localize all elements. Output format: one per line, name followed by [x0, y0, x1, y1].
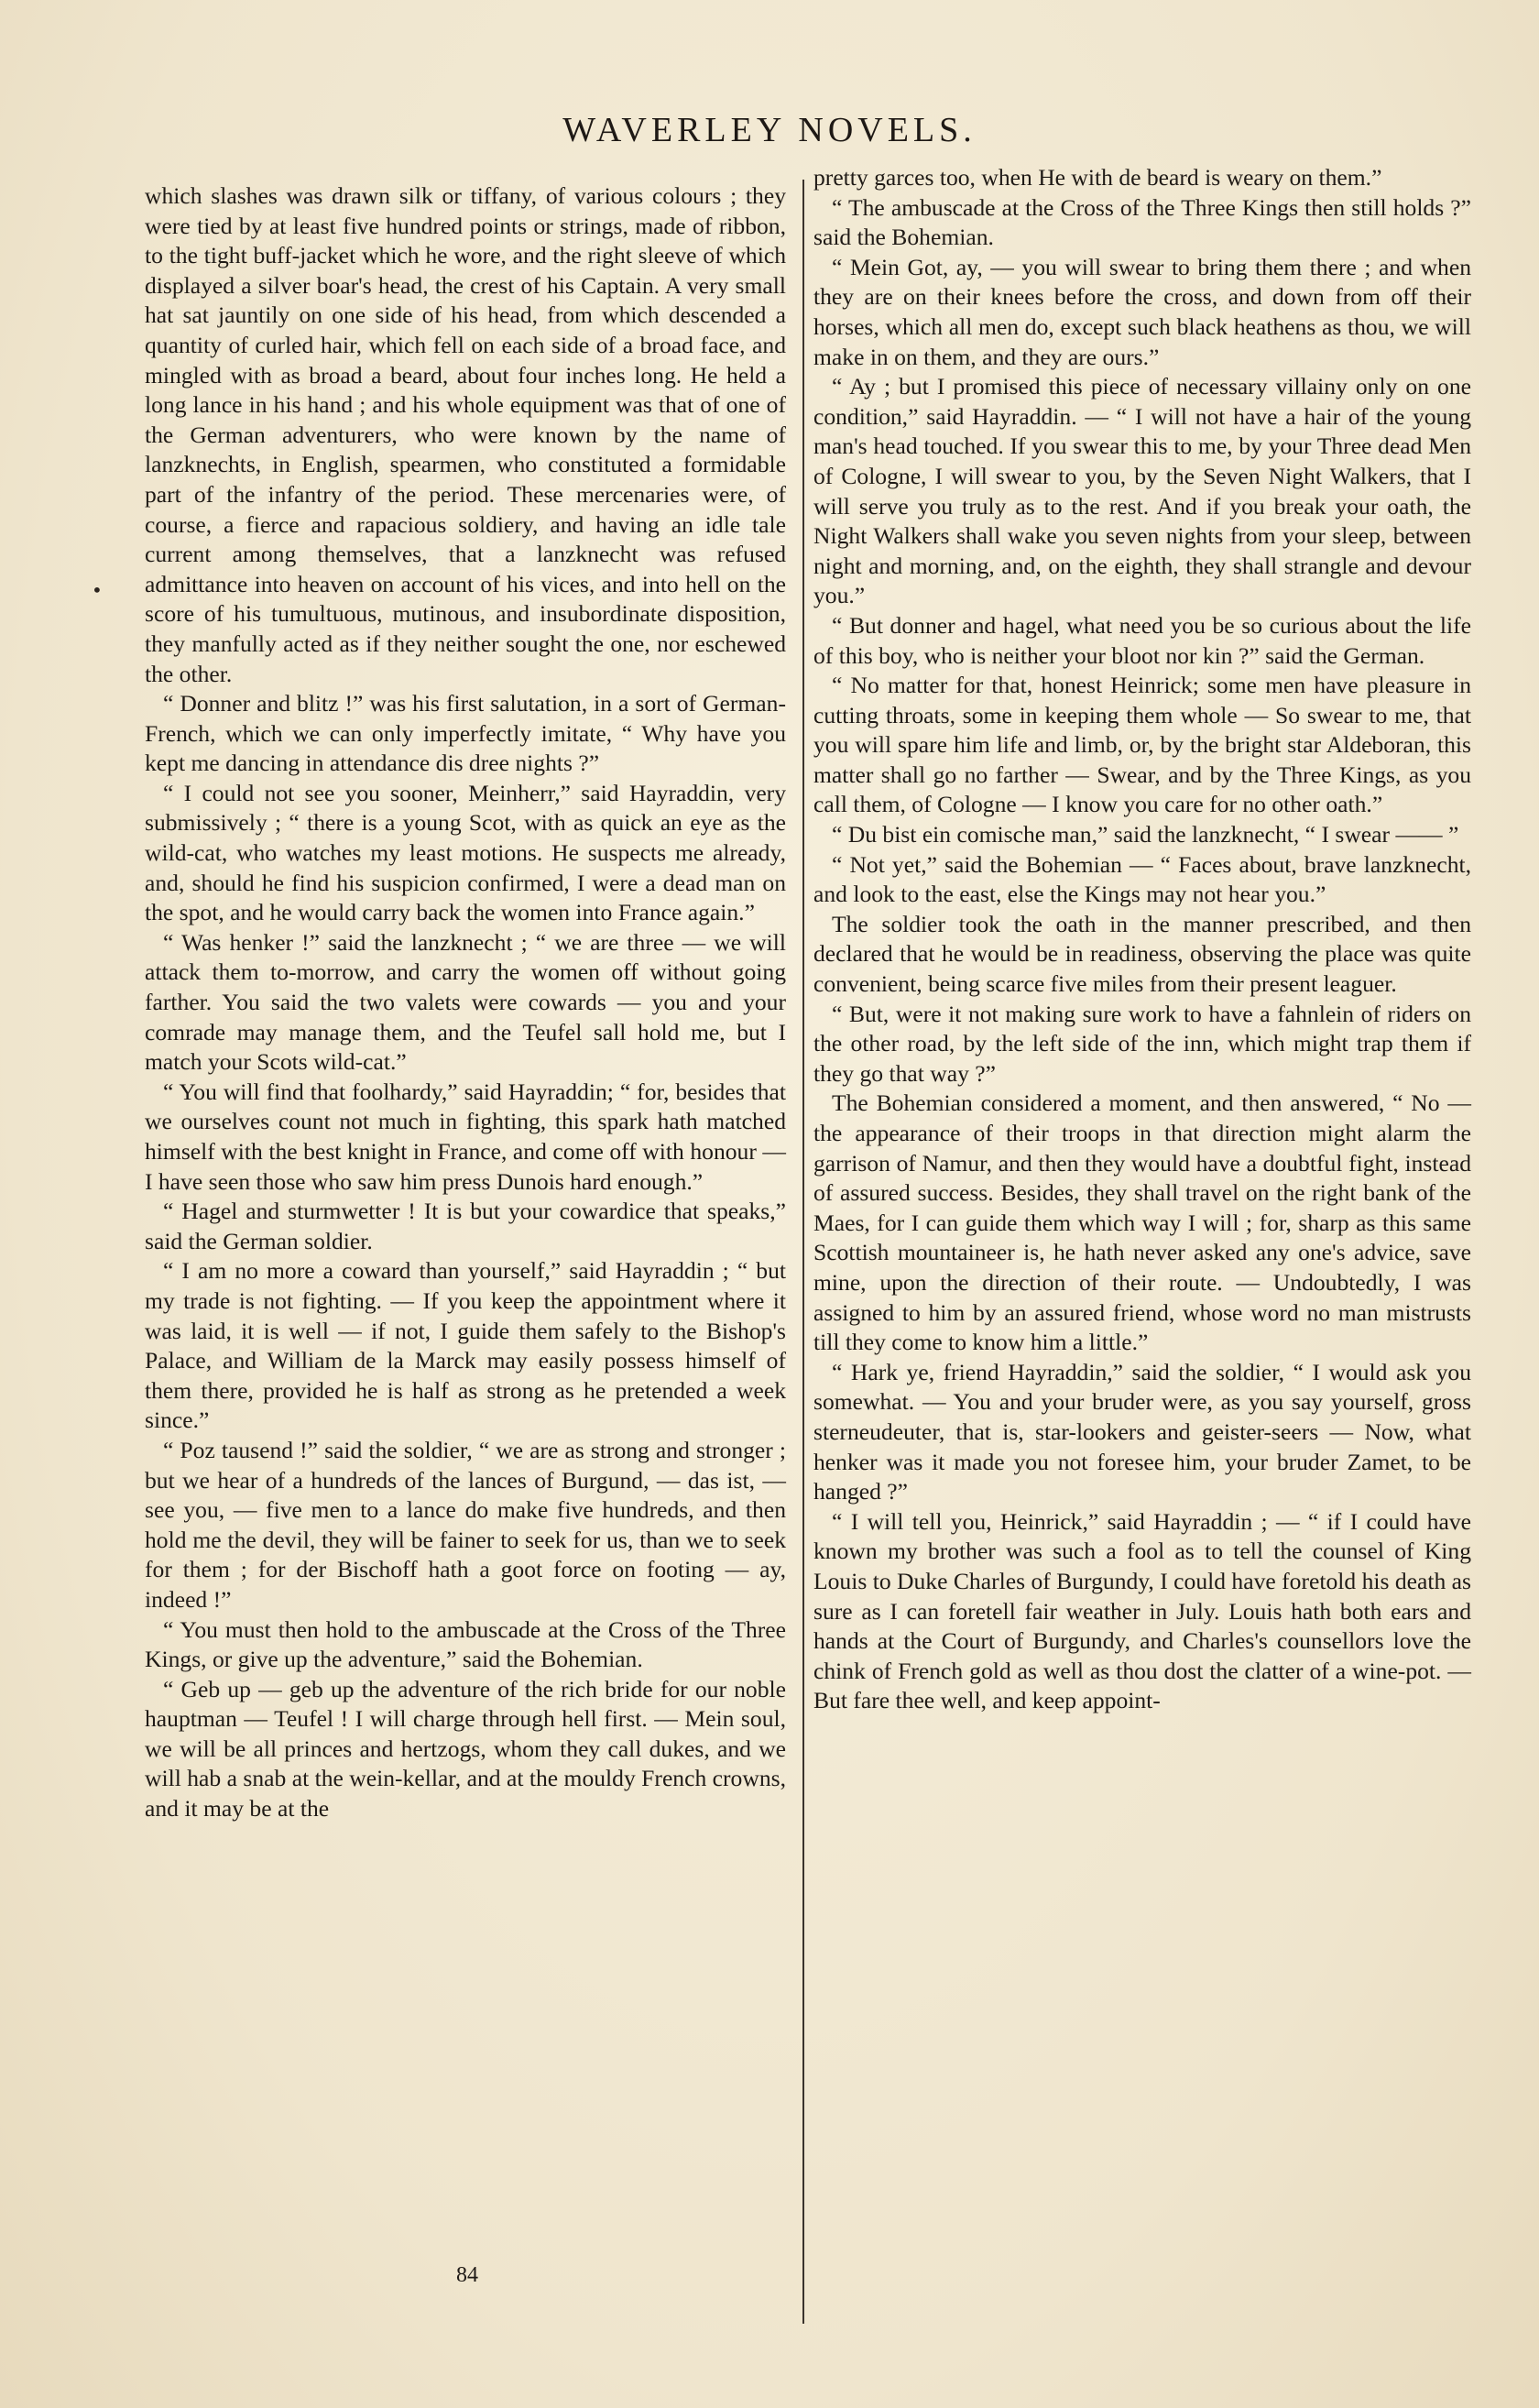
paragraph: “ You must then hold to the ambuscade at the Cross of the Three Kings, or give up the adventure,” said the Bohemian. [145, 1615, 786, 1673]
column-divider [802, 180, 804, 2324]
paragraph: “ But donner and hagel, what need you be so curious about the life of this boy, who is neither your bloot nor kin ?” said the German. [813, 611, 1471, 669]
running-header: WAVERLEY NOVELS. [562, 111, 977, 149]
paragraph: “ But, were it not making sure work to have a fahnlein of riders on the other road, by the left side of the inn, which might trap them if they go that way ?” [813, 1000, 1471, 1087]
paragraph: “ I could not see you sooner, Meinherr,” said Hayraddin, very submissively ; “ there is a young Scot, with as quick an eye as the wild-cat, who watches my least motions. He suspects me already, and, should he find his suspicion confirmed, I were a dead man on the spot, and he would carry back the women into France again.” [145, 779, 786, 926]
paragraph: “ Poz tausend !” said the soldier, “ we are as strong and stronger ; but we hear of a hundreds of the lances of Burgund, — das ist, — see you, — five men to a lance do make five hundreds, and then hold me the devil, they will be fainer to seek for us, than we to seek for them ; for der Bischoff hath a goot force on footing — ay, indeed !” [145, 1436, 786, 1613]
paragraph: pretty garces too, when He with de beard is weary on them.” [813, 164, 1382, 191]
paragraph: “ Mein Got, ay, — you will swear to bring them there ; and when they are on their knees before the cross, and down from off their horses, which all men do, except such black heathens as thou, we will make in on them, and they are ours.” [813, 253, 1471, 370]
paragraph: “ Donner and blitz !” was his first salutation, in a sort of German-French, which we can only imperfectly imitate, “ Why have you kept me dancing in attendance dis dree nights ?” [145, 690, 786, 777]
paragraph: “ I will tell you, Heinrick,” said Hayraddin ; — “ if I could have known my brother was such a fool as to tell the counsel of King Louis to Duke Charles of Burgundy, I could have foretold his death as sure as I can foretell fair weather in July. Louis hath both ears and hands at the Court of Burgundy, and Charles's counsellors love the chink of French gold as well as thou dost the clatter of a wine-pot. — But fare thee well, and keep appoint- [813, 1507, 1471, 1714]
paragraph: “ You will find that foolhardy,” said Hayraddin; “ for, besides that we ourselves count not much in fighting, this spark hath matched himself with the best knight in France, and come off with honour — I have seen those who saw him press Dunois hard enough.” [145, 1078, 786, 1195]
margin-mark: • [92, 579, 103, 601]
paragraph: “ Ay ; but I promised this piece of necessary villainy only on one condition,” said Hayraddin. — “ I will not have a hair of the young man's head touched. If you swear this to me, by your Three dead Men of Cologne, I will swear to you, by the Seven Night Walkers, that I will serve you truly as to the rest. And if you break your oath, the Night Walkers shall wake you seven nights from your sleep, between night and morning, and, on the eighth, they shall strangle and devour you.” [813, 373, 1471, 609]
paragraph: “ No matter for that, honest Heinrick; some men have pleasure in cutting throats, some in keeping them whole — So swear to me, that you will spare him life and limb, or, by the bright star Aldeboran, this matter shall go no farther — Swear, and by the Three Kings, as you call them, of Cologne — I know you care for no other oath.” [813, 672, 1471, 818]
paragraph: “ Du bist ein comische man,” said the lanzknecht, “ I swear —— ” [832, 821, 1459, 848]
paragraph: The Bohemian considered a moment, and then answered, “ No — the appearance of their troops in that direction might alarm the garrison of Namur, and then they would have a doubtful fight, instead of assured success. Besides, they shall travel on the right bank of the Maes, for I can guide them which way I will ; for, sharp as this same Scottish mountaineer is, he hath never asked any one's advice, save mine, upon the direction of their route. — Undoubtedly, I was assigned to him by an assured friend, whose word no man mistrusts till they come to know him a little.” [813, 1089, 1471, 1356]
paragraph: “ Geb up — geb up the adventure of the rich bride for our noble hauptman — Teufel ! I will charge through hell first. — Mein soul, we will be all princes and hertzogs, whom they call dukes, and we will hab a snab at the wein-kellar, and at the mouldy French crowns, and it may be at the [145, 1675, 786, 1822]
paragraph: “ Not yet,” said the Bohemian — “ Faces about, brave lanzknecht, and look to the east, else the Kings may not hear you.” [813, 850, 1471, 908]
paragraph: “ I am no more a coward than yourself,” said Hayraddin ; “ but my trade is not fighting. — If you keep the appointment where it was laid, it is well — if not, I guide them safely to the Bishop's Palace, and William de la Marck may easily possess himself of them there, provided he is half as strong as he pretended a week since.” [145, 1257, 786, 1434]
paragraph: “ Hark ye, friend Hayraddin,” said the soldier, “ I would ask you somewhat. — You and your bruder were, as you say yourself, gross sterneudeuter, that is, star-lookers and geister-seers — Now, what henker was it made you not foresee him, your bruder Zamet, to be hanged ?” [813, 1358, 1471, 1505]
paragraph: which slashes was drawn silk or tiffany, of various colours ; they were tied by at least five hundred points or strings, made of ribbon, to the tight buff-jacket which he wore, and the right sleeve of which displayed a silver boar's head, the crest of his Captain. A very small hat sat jauntily on one side of his head, from which descended a quantity of curled hair, which fell on each side of a broad face, and mingled with as broad a beard, about four inches long. He held a long lance in his hand ; and his whole equipment was that of one of the German adventurers, who were known by the name of lanzknechts, in English, spearmen, who constituted a formidable part of the infantry of the period. These mercenaries were, of course, a fierce and rapacious soldiery, and having an idle tale current among themselves, that a lanzknecht was refused admittance into heaven on account of his vices, and into hell on the score of his tumultuous, mutinous, and insubordinate disposition, they manfully acted as if they neither sought the one, nor eschewed the other. [145, 182, 786, 687]
paragraph: The soldier took the oath in the manner prescribed, and then declared that he would be in readiness, observing the place was quite convenient, being scarce five miles from their present leaguer. [813, 910, 1471, 998]
paragraph: “ The ambuscade at the Cross of the Three Kings then still holds ?” said the Bohemian. [813, 193, 1471, 251]
left-column [145, 181, 786, 1824]
paragraph: “ Hagel and sturmwetter ! It is but your cowardice that speaks,” said the German soldier. [145, 1198, 786, 1254]
page-number: 84 [456, 2263, 478, 2287]
paragraph: “ Was henker !” said the lanzknecht ; “ we are three — we will attack them to-morrow, and carry the women off without going farther. You said the two valets were cowards — you and your comrade may manage them, and the Teufel sall hold me, but I match your Scots wild-cat.” [145, 928, 786, 1076]
right-column [813, 163, 1471, 1716]
